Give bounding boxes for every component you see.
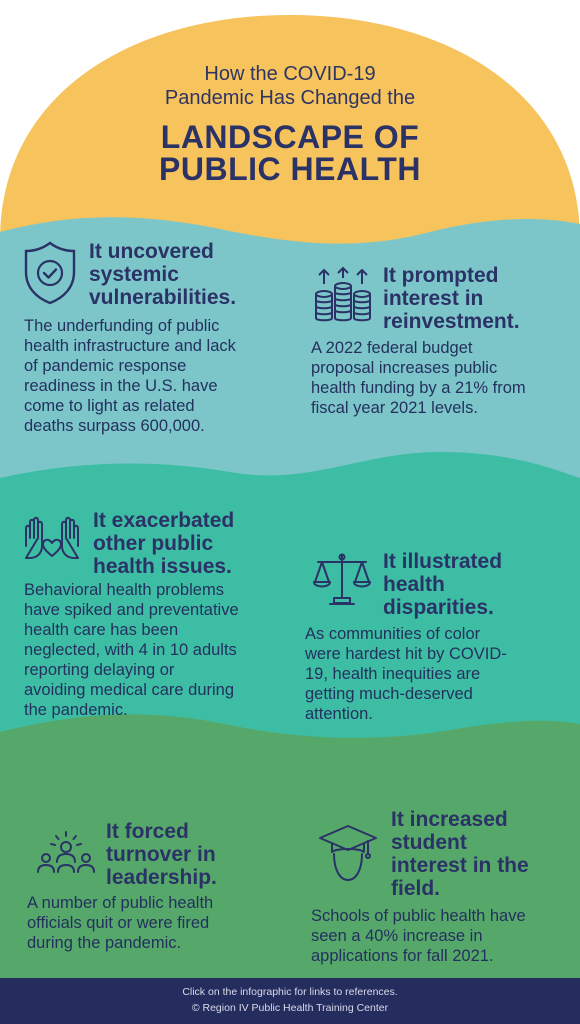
item-6-heading-line-1: It increased (391, 808, 508, 831)
item-3-heading-line-2: other public (93, 532, 214, 555)
item-5-heading-line-2: turnover in (106, 843, 216, 866)
item-6-heading-line-4: field. (391, 877, 441, 900)
item-1-body-line-4: readiness in the U.S. have (24, 377, 218, 395)
item-5-body-line-2: officials quit or were fired (27, 914, 210, 932)
item-1-body-line-2: health infrastructure and lack (24, 337, 236, 355)
item-2-body-line-2: proposal increases public (311, 359, 498, 377)
item-4-body-line-1: As communities of color (305, 625, 481, 643)
item-1-body-line-1: The underfunding of public (24, 317, 220, 335)
item-6-body-line-1: Schools of public health have (311, 907, 526, 925)
item-1-heading-line-1: It uncovered (89, 240, 214, 263)
item-6-heading-line-3: interest in the (391, 854, 529, 877)
item-3-body-line-5: reporting delaying or (24, 661, 175, 679)
team-leader-icon (36, 830, 96, 874)
intro-line-1: How the COVID-19 (204, 63, 376, 85)
item-6-heading-line-2: student (391, 831, 467, 854)
item-6-body-line-3: applications for fall 2021. (311, 947, 494, 965)
item-3-body-line-1: Behavioral health problems (24, 581, 224, 599)
page-title-line-2: PUBLIC HEALTH (159, 151, 421, 187)
footer-copyright: © Region IV Public Health Training Center (191, 1002, 389, 1014)
footer-references-link[interactable]: Click on the infographic for links to references. (182, 986, 398, 998)
item-2-body-line-1: A 2022 federal budget (311, 339, 473, 357)
coins-growth-icon (314, 266, 372, 326)
shield-check-icon (22, 240, 78, 306)
item-2-body-line-3: health funding by a 21% from (311, 379, 526, 397)
item-4-heading-line-1: It illustrated (383, 550, 503, 573)
item-6-body-line-2: seen a 40% increase in (311, 927, 483, 945)
item-3-body-line-3: health care has been (24, 621, 179, 639)
item-2-heading-line-1: It prompted (383, 264, 499, 287)
item-4-heading-line-3: disparities. (383, 596, 494, 619)
item-3-heading-line-3: health issues. (93, 555, 232, 578)
item-1-body-line-5: come to light as related (24, 397, 195, 415)
item-1-heading-line-3: vulnerabilities. (89, 286, 237, 309)
item-5-heading-line-3: leadership. (106, 866, 217, 889)
item-3-heading-line-1: It exacerbated (93, 509, 235, 532)
item-4-body-line-2: were hardest hit by COVID- (305, 645, 507, 663)
item-3-body-line-2: have spiked and preventative (24, 601, 239, 619)
item-2-heading-line-3: reinvestment. (383, 310, 520, 333)
item-4-body-line-5: attention. (305, 705, 373, 723)
item-1-body-line-6: deaths surpass 600,000. (24, 417, 205, 435)
item-4-body-line-3: 19, health inequities are (305, 665, 481, 683)
scales-icon (312, 552, 372, 608)
item-1-body-line-3: of pandemic response (24, 357, 187, 375)
item-3-body-line-4: neglected, with 4 in 10 adults (24, 641, 237, 659)
hands-heart-icon (22, 516, 82, 564)
item-4-body-line-4: getting much-deserved (305, 685, 473, 703)
graduate-icon (318, 822, 378, 886)
page-title-line-1: LANDSCAPE OF (160, 119, 420, 155)
footer (0, 978, 580, 1024)
item-3-body-line-6: avoiding medical care during (24, 681, 235, 699)
item-1-heading-line-2: systemic (89, 263, 179, 286)
item-5-body-line-3: during the pandemic. (27, 934, 182, 952)
item-5-heading-line-1: It forced (106, 820, 189, 843)
item-5-body-line-1: A number of public health (27, 894, 214, 912)
intro-line-2: Pandemic Has Changed the (164, 87, 416, 109)
item-2-body-line-4: fiscal year 2021 levels. (311, 399, 478, 417)
item-2-heading-line-2: interest in (383, 287, 484, 310)
item-4-heading-line-2: health (383, 573, 445, 596)
item-3-body-line-7: the pandemic. (24, 701, 128, 719)
